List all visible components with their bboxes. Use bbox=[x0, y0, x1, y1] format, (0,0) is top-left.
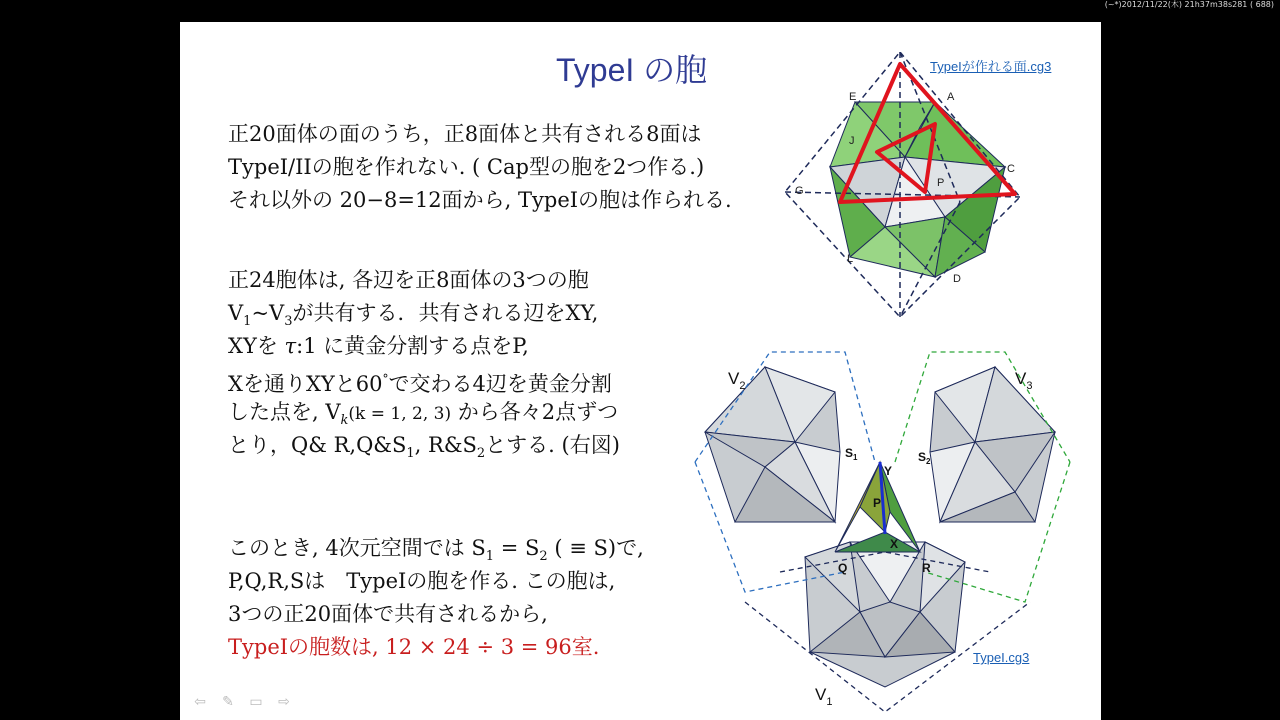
label-x: X bbox=[890, 537, 899, 551]
vertex-label-j: J bbox=[849, 135, 855, 147]
para3-line-4-result: TypeIの胞数は, 12 × 24 ÷ 3 = 96室. bbox=[228, 635, 600, 659]
label-y: Y bbox=[884, 464, 893, 478]
bottom-icosahedron bbox=[805, 542, 965, 687]
slide-nav-bar bbox=[190, 694, 294, 710]
para1-line-3: それ以外の 20−8=12面から, TypeIの胞は作られる. bbox=[228, 188, 732, 212]
icosahedron-figure bbox=[785, 52, 1035, 322]
vertex-label-g: G bbox=[795, 185, 804, 197]
para3-line-2: P,Q,R,Sは TypeIの胞を作る. この胞は, bbox=[228, 569, 616, 593]
next-slide-icon[interactable]: ⇨ bbox=[278, 694, 290, 710]
icosahedron-faces bbox=[830, 102, 1005, 277]
label-s2: $S_2$ bbox=[918, 450, 931, 466]
label-v3: $V_3$ bbox=[1015, 369, 1033, 392]
label-p: P bbox=[873, 496, 882, 510]
link-typei-faces-cg3[interactable]: TypeIが作れる面.cg3 bbox=[930, 59, 1052, 74]
para3-line-3: 3つの正20面体で共有されるから, bbox=[228, 602, 548, 626]
slide bbox=[180, 22, 1101, 720]
vertex-label-l: L bbox=[847, 253, 854, 265]
prev-slide-icon[interactable]: ⇦ bbox=[194, 694, 206, 710]
vertex-label-p: P bbox=[937, 177, 945, 189]
link-typei-cg3[interactable]: TypeI.cg3 bbox=[973, 650, 1030, 665]
para1-line-1: 正20面体の面のうち，正8面体と共有される8面は bbox=[228, 122, 702, 146]
label-v1: $V_1$ bbox=[815, 685, 833, 708]
para2-line-4: Xを通りXYと60°で交わる4辺を黄金分割 bbox=[228, 372, 612, 396]
para2-line-1: 正24胞体は, 各辺を正8面体の3つの胞 bbox=[228, 268, 589, 292]
left-icosahedron bbox=[705, 367, 840, 522]
typei-cell-figure bbox=[685, 312, 1085, 712]
para2-line-3: XYを τ:1 に黄金分割する点をP, bbox=[228, 334, 529, 358]
vertex-label-e: E bbox=[849, 91, 857, 103]
pen-tool-icon[interactable]: ✎ bbox=[222, 694, 234, 710]
paragraph-2 bbox=[228, 264, 620, 462]
vertex-label-c: C bbox=[1007, 163, 1015, 175]
label-r: R bbox=[922, 561, 931, 575]
para2-line-5: した点を, $V_k(k = 1$, 2, 3) から各々2点ずつ bbox=[228, 400, 619, 429]
para2-line-2: $V_1\sim V_3$が共有する．共有される辺をXY, bbox=[228, 301, 599, 330]
paragraph-3 bbox=[228, 532, 644, 664]
right-icosahedron bbox=[930, 367, 1055, 522]
label-s1: $S_1$ bbox=[845, 446, 858, 462]
vertex-label-a: A bbox=[947, 91, 955, 103]
label-q: Q bbox=[838, 561, 848, 575]
paragraph-1 bbox=[228, 118, 732, 217]
para1-line-2: TypeI/IIの胞を作れない. ( Cap型の胞を2つ作る.) bbox=[228, 155, 705, 179]
top-bar bbox=[0, 0, 1280, 22]
para2-line-6: とり，Q& $R,Q\&S_1$, $R\&S_2$とする. (右図) bbox=[228, 433, 620, 462]
label-v2: $V_2$ bbox=[728, 369, 746, 392]
slide-title: TypeI の胞 bbox=[556, 52, 708, 88]
timestamp-text: (~*)2012/11/22(木) 21h37m38s281 ( 688) bbox=[1104, 0, 1274, 9]
vertex-label-d: D bbox=[953, 273, 961, 285]
para3-line-1: このとき, 4次元空間では $S_1 = S_2$ ( ≡ S)で, bbox=[228, 536, 644, 565]
menu-icon[interactable]: ▭ bbox=[249, 694, 263, 710]
